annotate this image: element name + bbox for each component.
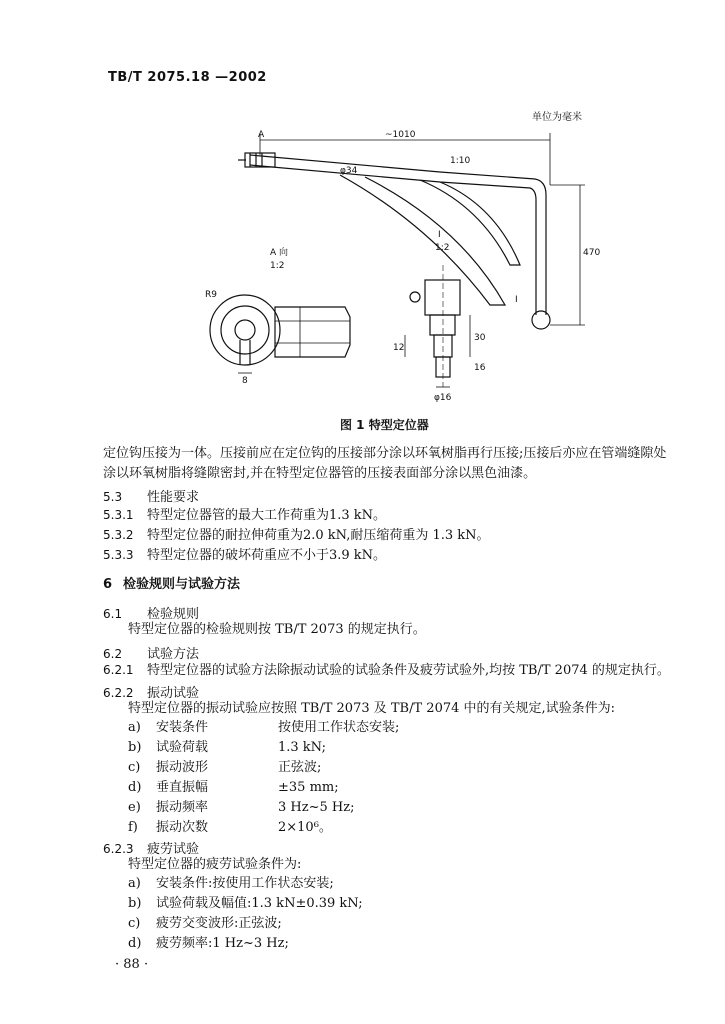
item-name: 振动频率 [156, 800, 209, 815]
clause-num: 5.3.1 [103, 508, 134, 522]
marker-a-label: A [258, 130, 265, 140]
view-i-drawing [405, 265, 470, 387]
view-a-title: A 向 [270, 248, 289, 258]
dim-w8-label: 8 [242, 376, 248, 386]
dim-height-label: 470 [583, 248, 601, 258]
marker-i-label: I [515, 295, 518, 305]
fatigue-intro: 特型定位器的疲劳试验条件为: [128, 857, 302, 872]
item-value: 2×10⁶。 [278, 820, 332, 835]
clause-num: 6.2.2 [103, 686, 134, 700]
item-text: 试验荷载及幅值:1.3 kN±0.39 kN; [156, 896, 363, 911]
vibration-item [128, 718, 528, 738]
item-value: 3 Hz~5 Hz; [278, 800, 355, 815]
item-key: d) [128, 936, 142, 951]
item-value: 按使用工作状态安装; [278, 720, 400, 735]
item-key: c) [128, 760, 141, 775]
clause-num: 6.2.3 [103, 842, 134, 856]
dim-r9-label: R9 [205, 290, 217, 300]
item-key: b) [128, 740, 142, 755]
section-title: 试验方法 [147, 647, 200, 662]
clause-text: 特型定位器管的最大工作荷重为1.3 kN。 [147, 508, 387, 523]
dim-length-label: ~1010 [385, 130, 416, 140]
clause-title: 振动试验 [147, 686, 200, 701]
clause-text: 特型定位器的耐拉伸荷重为2.0 kN,耐压缩荷重为 1.3 kN。 [147, 528, 490, 543]
para1-line2: 涂以环氧树脂将缝隙密封,并在特型定位器管的压接表面部分涂以黑色油漆。 [103, 466, 537, 481]
clause-5-3-3 [103, 545, 386, 566]
section-num: 6 [103, 577, 113, 592]
section-title: 性能要求 [147, 490, 200, 505]
section-6-1-text: 特型定位器的检验规则按 TB/T 2073 的规定执行。 [128, 622, 426, 637]
clause-text: 特型定位器的破坏荷重应不小于3.9 kN。 [147, 548, 387, 563]
tube-main-view [238, 133, 585, 329]
vibration-item [128, 778, 528, 798]
vibration-item [128, 758, 528, 778]
vibration-item [128, 818, 528, 838]
unit-note: 单位为毫米 [532, 112, 582, 123]
clause-5-3-1 [103, 505, 386, 526]
clause-num: 6.2.1 [103, 663, 134, 677]
item-key: c) [128, 916, 141, 931]
item-value: 正弦波; [278, 760, 322, 775]
fatigue-item [128, 874, 528, 894]
standard-number-header: TB/T 2075.18 —2002 [108, 70, 267, 85]
clause-6-2-1 [103, 660, 670, 681]
item-key: e) [128, 800, 141, 815]
view-i-title: I [438, 230, 441, 240]
page-number: · 88 · [115, 957, 149, 972]
item-key: b) [128, 896, 142, 911]
para1-line1: 定位钩压接为一体。压接前应在定位钩的压接部分涂以环氧树脂再行压接;压接后亦应在管端缝隙处 [103, 446, 667, 461]
item-key: f) [128, 820, 138, 835]
clause-title: 疲劳试验 [147, 842, 200, 857]
clause-5-3-2 [103, 525, 490, 546]
dim-d16-label: φ16 [434, 393, 452, 403]
fatigue-item [128, 934, 528, 954]
clause-num: 5.3.2 [103, 528, 134, 542]
item-name: 振动次数 [156, 820, 209, 835]
view-a-drawing [210, 295, 350, 373]
item-name: 试验荷载 [156, 740, 209, 755]
fatigue-item [128, 894, 528, 914]
section-num: 6.1 [103, 607, 123, 621]
item-value: ±35 mm; [278, 780, 339, 795]
section-title: 检验规则 [147, 607, 200, 622]
item-value: 1.3 kN; [278, 740, 326, 755]
dim-h12-label: 12 [393, 343, 405, 353]
item-text: 安装条件:按使用工作状态安装; [156, 876, 334, 891]
vibration-item [128, 738, 528, 758]
item-key: a) [128, 876, 141, 891]
fatigue-item [128, 914, 528, 934]
item-key: a) [128, 720, 141, 735]
view-a-scale: 1:2 [270, 261, 285, 271]
item-name: 垂直振幅 [156, 780, 209, 795]
section-title: 检验规则与试验方法 [123, 577, 241, 592]
vibration-intro: 特型定位器的振动试验应按照 TB/T 2073 及 TB/T 2074 中的有关规定,试验条件为: [128, 701, 616, 716]
section-5-3 [103, 486, 199, 505]
item-name: 安装条件 [156, 720, 209, 735]
vibration-item [128, 798, 528, 818]
view-i-scale: 1:2 [435, 243, 450, 253]
positioner-drawing [190, 125, 610, 415]
clause-num: 5.3.3 [103, 548, 134, 562]
figure-caption: 图 1 特型定位器 [340, 418, 429, 432]
dim-h16-label: 16 [474, 363, 486, 373]
section-num: 5.3 [103, 490, 123, 504]
item-key: d) [128, 780, 142, 795]
dim-h30-label: 30 [474, 333, 486, 343]
clause-text: 特型定位器的试验方法除振动试验的试验条件及疲劳试验外,均按 TB/T 2074 的规定执行。 [147, 663, 670, 678]
item-text: 疲劳交变波形:正弦波; [156, 916, 282, 931]
item-name: 振动波形 [156, 760, 209, 775]
dim-d34-label: φ34 [340, 166, 358, 176]
dim-slope-label: 1:10 [450, 156, 471, 166]
item-text: 疲劳频率:1 Hz~3 Hz; [156, 936, 289, 951]
section-num: 6.2 [103, 647, 123, 661]
section-6 [103, 573, 240, 592]
